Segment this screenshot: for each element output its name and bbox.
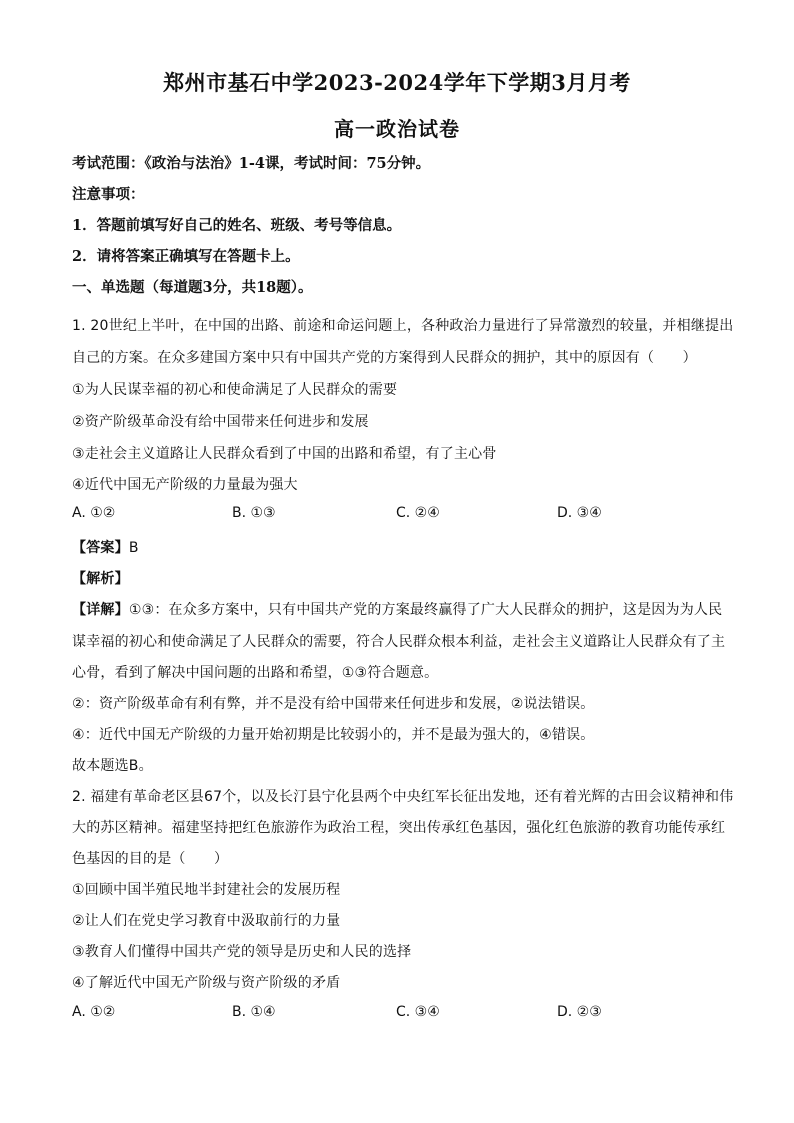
exam-scope: 考试范围：《政治与法治》1-4课，考试时间：75分钟。: [72, 155, 431, 172]
section-heading: 一、单选题（每道题3分，共18题）。: [72, 279, 313, 296]
answer-value: B: [128, 540, 139, 556]
note-2: 2．请将答案正确填写在答题卡上。: [72, 248, 300, 265]
q2-item-1: ①回顾中国半殖民地半封建社会的发展历程: [72, 882, 341, 898]
q1-detail-line-4: ②：资产阶级革命有利有弊，并不是没有给中国带来任何进步和发展，②说法错误。: [72, 696, 595, 712]
q2-stem-line-1: 2. 福建有革命老区县67个，以及长汀县宁化县两个中央红军长征出发地，还有着光辉的古田会议精神和伟: [72, 789, 734, 805]
q2-stem-line-2: 大的苏区精神。福建坚持把红色旅游作为政治工程，突出传承红色基因，强化红色旅游的教育功能传承红: [72, 820, 726, 836]
exam-subtitle: 高一政治试卷: [334, 117, 460, 141]
q2-stem-line-3: 色基因的目的是（ ）: [72, 851, 229, 867]
note-1: 1．答题前填写好自己的姓名、班级、考号等信息。: [72, 217, 402, 234]
notes-title: 注意事项：: [72, 186, 145, 203]
q1-option-c: C. ②④: [396, 505, 440, 521]
q2-option-d: D. ②③: [557, 1004, 602, 1020]
q2-item-2: ②让人们在党史学习教育中汲取前行的力量: [72, 913, 341, 929]
analysis-tag: 【解析】: [72, 571, 129, 587]
q1-stem-line-2: 自己的方案。在众多建国方案中只有中国共产党的方案得到人民群众的拥护，其中的原因有（ ）: [72, 350, 697, 366]
q1-option-d: D. ③④: [557, 505, 602, 521]
q2-option-a: A. ①②: [72, 1004, 116, 1020]
q2-item-4: ④了解近代中国无产阶级与资产阶级的矛盾: [72, 975, 341, 991]
detail-text-1: ①③：在众多方案中，只有中国共产党的方案最终赢得了广大人民群众的拥护，这是因为为人民: [128, 602, 723, 618]
q1-item-2: ②资产阶级革命没有给中国带来任何进步和发展: [72, 414, 369, 430]
detail-tag: 【详解】: [72, 602, 129, 618]
q1-detail-line-1: [72, 599, 722, 619]
q1-conclusion: 故本题选B。: [72, 758, 153, 774]
q1-detail-line-3: 心骨，看到了解决中国问题的出路和希望，①③符合题意。: [72, 665, 439, 681]
answer-tag: 【答案】: [72, 540, 129, 556]
q2-option-c: C. ③④: [396, 1004, 440, 1020]
q2-option-b: B. ①④: [232, 1004, 276, 1020]
q1-detail-line-2: 谋幸福的初心和使命满足了人民群众的需要，符合人民群众根本利益，走社会主义道路让人民群众有了主: [72, 634, 726, 650]
exam-title: 郑州市基石中学2023-2024学年下学期3月月考: [163, 70, 631, 95]
q1-option-b: B. ①③: [232, 505, 276, 521]
q1-detail-line-5: ④：近代中国无产阶级的力量开始初期是比较弱小的，并不是最为强大的，④错误。: [72, 727, 595, 743]
q1-option-a: A. ①②: [72, 505, 116, 521]
q2-item-3: ③教育人们懂得中国共产党的领导是历史和人民的选择: [72, 944, 412, 960]
q1-item-4: ④近代中国无产阶级的力量最为强大: [72, 477, 298, 493]
q1-item-1: ①为人民谋幸福的初心和使命满足了人民群众的需要: [72, 382, 398, 398]
q1-answer: [72, 537, 139, 557]
q1-stem-line-1: 1. 20世纪上半叶，在中国的出路、前途和命运问题上，各种政治力量进行了异常激烈的较量，并相继提出: [72, 318, 734, 334]
q1-analysis-tag: [72, 568, 129, 588]
q1-item-3: ③走社会主义道路让人民群众看到了中国的出路和希望，有了主心骨: [72, 446, 497, 462]
